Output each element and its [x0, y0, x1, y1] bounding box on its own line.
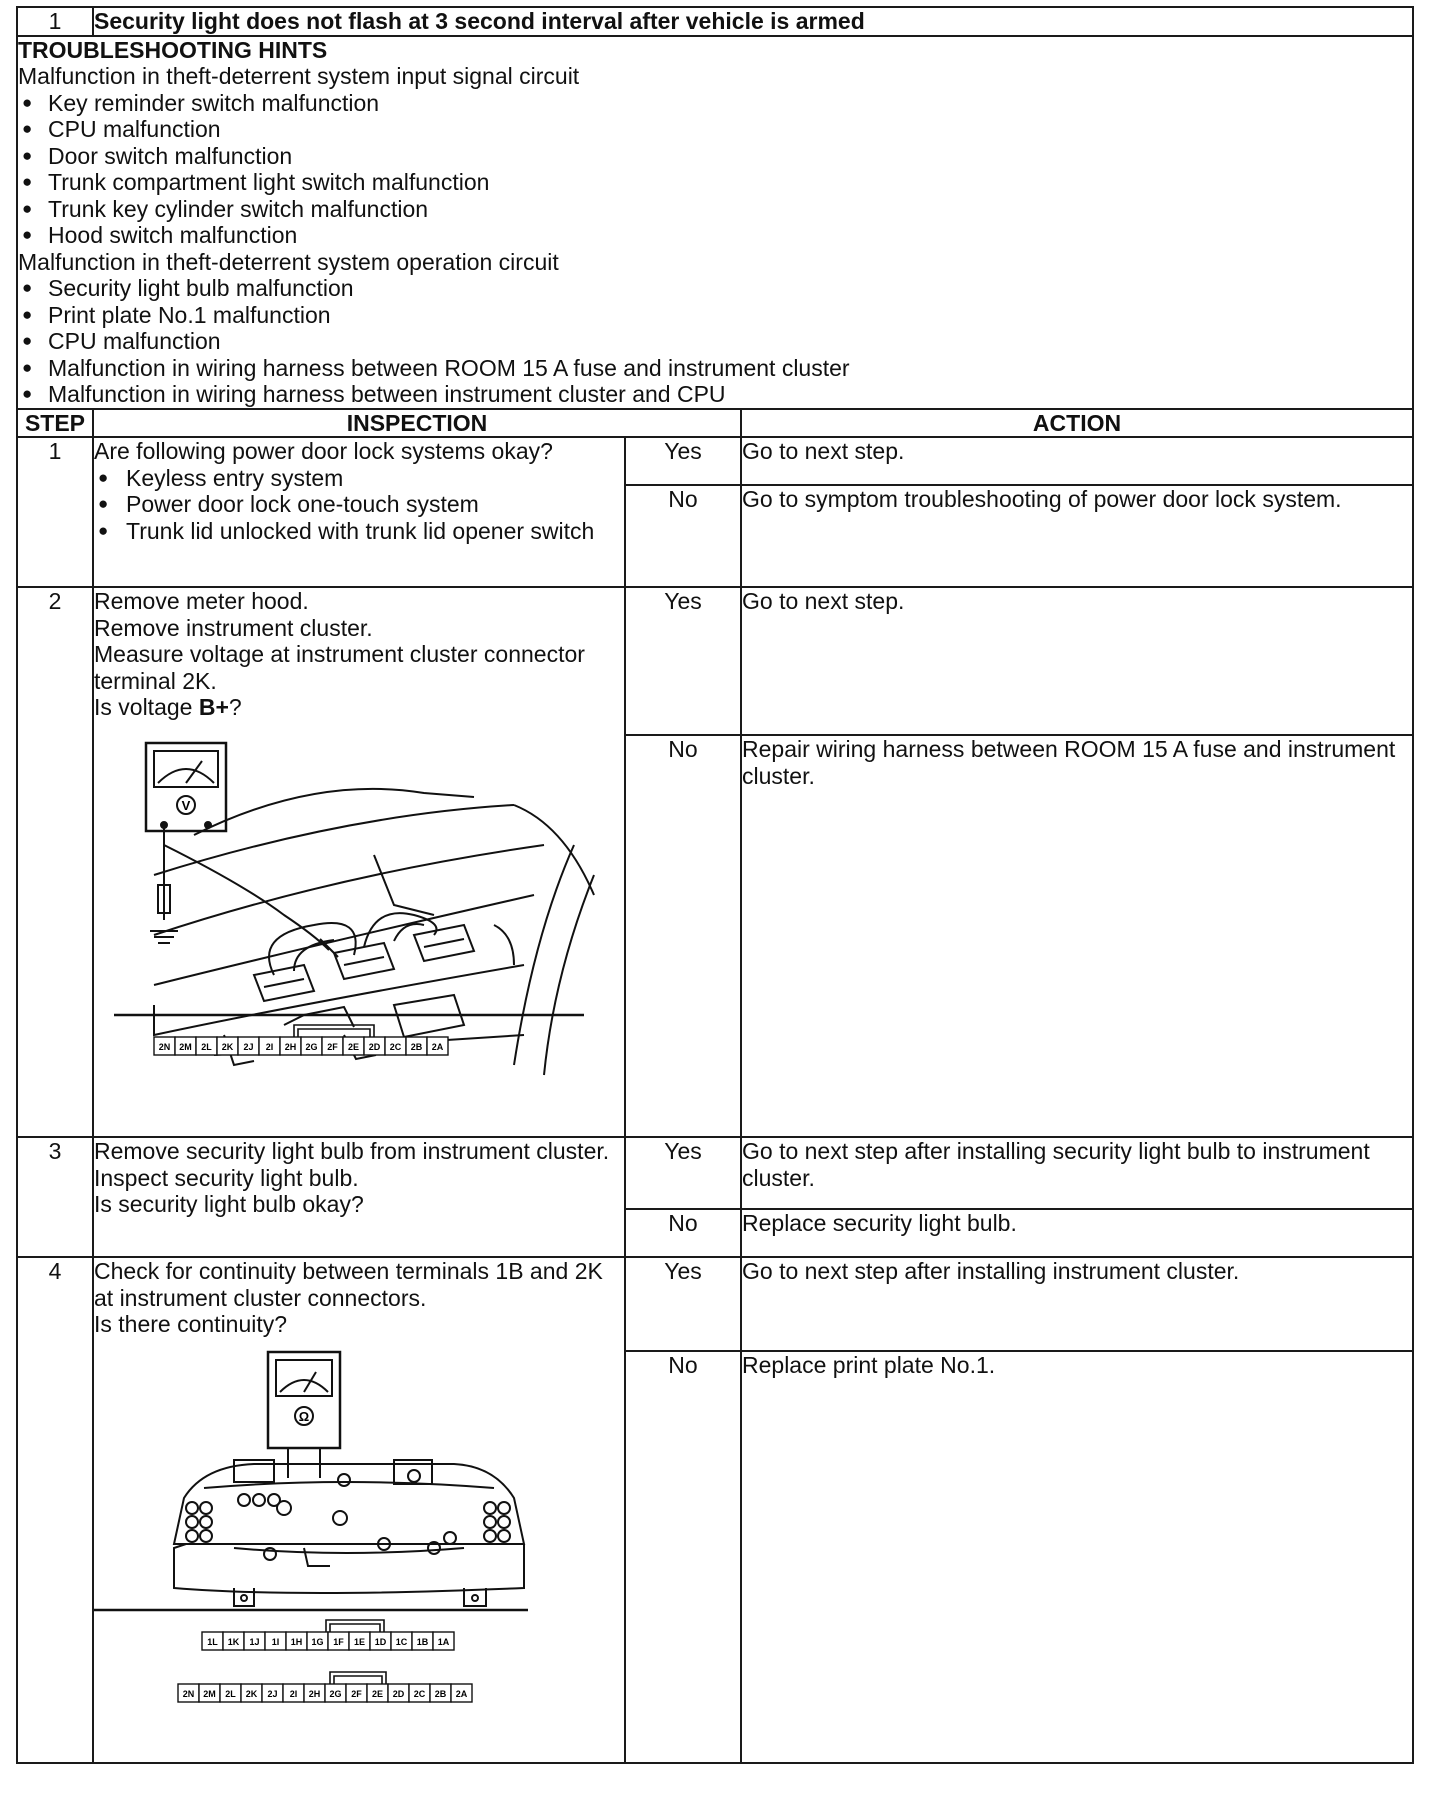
yes-label: Yes — [625, 1137, 741, 1209]
connector-terminal-2l — [220, 1684, 241, 1702]
connector-terminal-2l — [196, 1037, 217, 1055]
column-step: STEP — [17, 409, 93, 438]
connector-terminal-1c — [391, 1632, 412, 1650]
connector-terminal-2b — [406, 1037, 427, 1055]
connector-terminal-1k — [223, 1632, 244, 1650]
inspection-bullet: ● Trunk lid unlocked with trunk lid opener switch — [94, 518, 624, 545]
inspection-line: Is security light bulb okay? — [94, 1191, 364, 1217]
svg-text:2A: 2A — [455, 1688, 468, 1699]
step-number: 4 — [17, 1257, 93, 1763]
column-action: ACTION — [741, 409, 1413, 438]
yes-action: Go to next step. — [741, 587, 1413, 735]
svg-text:2N: 2N — [182, 1688, 195, 1699]
symptom-number: 1 — [17, 7, 93, 36]
no-action: Repair wiring harness between ROOM 15 A fuse and instrument cluster. — [741, 735, 1413, 1137]
svg-text:2M: 2M — [179, 1041, 192, 1052]
svg-text:2E: 2E — [347, 1041, 360, 1052]
svg-text:2I: 2I — [265, 1041, 274, 1052]
no-action: Go to symptom troubleshooting of power door lock system. — [741, 485, 1413, 587]
question-mark: ? — [228, 694, 242, 720]
svg-text:2B: 2B — [434, 1688, 447, 1699]
hint-item: ● Malfunction in wiring harness between instrument cluster and CPU — [18, 381, 1412, 408]
hint-item: ● CPU malfunction — [18, 328, 1412, 355]
svg-text:1F: 1F — [333, 1636, 344, 1647]
no-label: No — [625, 1351, 741, 1763]
svg-text:2C: 2C — [389, 1041, 402, 1052]
no-action: Replace print plate No.1. — [741, 1351, 1413, 1763]
svg-text:2K: 2K — [221, 1041, 234, 1052]
column-inspection: INSPECTION — [93, 409, 741, 438]
svg-text:2D: 2D — [392, 1688, 405, 1699]
hint-item: ● Key reminder switch malfunction — [18, 90, 1412, 117]
connector-terminal-1j — [244, 1632, 265, 1650]
connector-terminal-2k — [217, 1037, 238, 1055]
svg-text:1J: 1J — [249, 1636, 260, 1647]
connector-terminal-2f — [322, 1037, 343, 1055]
svg-text:1G: 1G — [311, 1636, 324, 1647]
svg-text:2C: 2C — [413, 1688, 426, 1699]
connector-terminal-2e — [343, 1037, 364, 1055]
connector-terminal-2a — [451, 1684, 472, 1702]
troubleshooting-table — [16, 6, 1414, 1764]
svg-text:1L: 1L — [207, 1636, 218, 1647]
troubleshooting-hints — [17, 36, 1413, 409]
connector-2-diagram-b — [178, 1672, 472, 1702]
inspection-line: Measure voltage at instrument cluster connector terminal 2K. — [94, 641, 585, 694]
hint-item: ● CPU malfunction — [18, 116, 1412, 143]
no-label: No — [625, 1209, 741, 1257]
ohmmeter-symbol: Ω — [298, 1408, 310, 1424]
question-text: Is voltage — [94, 694, 199, 720]
hint-item: ● Malfunction in wiring harness between ROOM 15 A fuse and instrument cluster — [18, 355, 1412, 382]
step-number: 1 — [17, 437, 93, 587]
yes-label: Yes — [625, 437, 741, 485]
svg-text:2H: 2H — [308, 1688, 321, 1699]
inspection-line: Check for continuity between terminals 1B and 2K at instrument cluster connectors. — [94, 1258, 603, 1311]
svg-text:2K: 2K — [245, 1688, 258, 1699]
svg-text:1C: 1C — [395, 1636, 408, 1647]
svg-text:2H: 2H — [284, 1041, 297, 1052]
connector-terminal-2c — [385, 1037, 406, 1055]
connector-terminal-2b — [430, 1684, 451, 1702]
svg-text:1E: 1E — [353, 1636, 366, 1647]
hint-item: ● Trunk key cylinder switch malfunction — [18, 196, 1412, 223]
connector-terminal-2g — [301, 1037, 322, 1055]
svg-text:2I: 2I — [289, 1688, 298, 1699]
connector-terminal-2d — [388, 1684, 409, 1702]
step-inspection — [93, 587, 625, 1137]
connector-terminal-2e — [367, 1684, 388, 1702]
connector-terminal-1l — [202, 1632, 223, 1650]
svg-text:2G: 2G — [329, 1688, 342, 1699]
step-2-yes-row — [17, 587, 1413, 735]
connector-terminal-2f — [346, 1684, 367, 1702]
step-inspection — [93, 1257, 625, 1763]
connector-terminal-2g — [325, 1684, 346, 1702]
svg-text:2N: 2N — [158, 1041, 171, 1052]
no-label: No — [625, 735, 741, 1137]
yes-action: Go to next step after installing instrument cluster. — [741, 1257, 1413, 1351]
step-4-yes-row — [17, 1257, 1413, 1351]
svg-text:2M: 2M — [203, 1688, 216, 1699]
connector-terminal-2j — [262, 1684, 283, 1702]
svg-text:1H: 1H — [290, 1636, 303, 1647]
connector-1-diagram — [202, 1620, 454, 1650]
svg-text:1B: 1B — [416, 1636, 429, 1647]
svg-text:2A: 2A — [431, 1041, 444, 1052]
connector-terminal-2c — [409, 1684, 430, 1702]
svg-text:2E: 2E — [371, 1688, 384, 1699]
connector-terminal-2j — [238, 1037, 259, 1055]
connector-terminal-2d — [364, 1037, 385, 1055]
step-number: 2 — [17, 587, 93, 1137]
hints-group2-title: Malfunction in theft-deterrent system operation circuit — [18, 248, 559, 275]
connector-terminal-1a — [433, 1632, 454, 1650]
connector-terminal-2i — [259, 1037, 280, 1055]
hints-group1-title: Malfunction in theft-deterrent system input signal circuit — [18, 63, 580, 89]
yes-label: Yes — [625, 587, 741, 735]
step-3-yes-row — [17, 1137, 1413, 1209]
inspection-line: Remove security light bulb from instrument cluster. — [94, 1138, 610, 1164]
connector-terminal-2h — [304, 1684, 325, 1702]
svg-text:2B: 2B — [410, 1041, 423, 1052]
troubleshooting-document — [16, 6, 1412, 1764]
connector-terminal-1d — [370, 1632, 391, 1650]
svg-text:1D: 1D — [374, 1636, 387, 1647]
question-bold: B+ — [198, 694, 229, 720]
inspection-line: Inspect security light bulb. — [94, 1164, 359, 1191]
no-label: No — [625, 485, 741, 587]
svg-text:2F: 2F — [327, 1041, 338, 1052]
inspection-line: Remove meter hood. — [94, 588, 309, 614]
svg-text:1A: 1A — [437, 1636, 450, 1647]
connector-terminal-2n — [154, 1037, 175, 1055]
svg-text:2L: 2L — [201, 1041, 212, 1052]
inspection-line: Is there continuity? — [94, 1311, 288, 1337]
svg-text:1I: 1I — [271, 1636, 280, 1647]
svg-text:2J: 2J — [243, 1041, 254, 1052]
connector-terminal-2h — [280, 1037, 301, 1055]
svg-text:2F: 2F — [351, 1688, 362, 1699]
connector-terminal-2i — [283, 1684, 304, 1702]
voltage-measurement-illustration — [94, 735, 606, 1103]
hint-item: ● Hood switch malfunction — [18, 222, 1412, 249]
svg-text:2J: 2J — [267, 1688, 278, 1699]
hint-item: ● Door switch malfunction — [18, 143, 1412, 170]
connector-terminal-1i — [265, 1632, 286, 1650]
connector-terminal-1g — [307, 1632, 328, 1650]
inspection-question — [94, 694, 624, 721]
connector-terminal-2k — [241, 1684, 262, 1702]
svg-text:2L: 2L — [225, 1688, 236, 1699]
hint-item: ● Security light bulb malfunction — [18, 275, 1412, 302]
connector-terminal-1e — [349, 1632, 370, 1650]
step-number: 3 — [17, 1137, 93, 1257]
continuity-check-illustration — [94, 1348, 606, 1718]
svg-text:1K: 1K — [227, 1636, 240, 1647]
svg-text:2G: 2G — [305, 1041, 318, 1052]
connector-terminal-2a — [427, 1037, 448, 1055]
inspection-bullet: ● Keyless entry system — [94, 465, 624, 492]
connector-terminal-2m — [199, 1684, 220, 1702]
svg-text:2D: 2D — [368, 1041, 381, 1052]
yes-action: Go to next step after installing security light bulb to instrument cluster. — [741, 1137, 1413, 1209]
step-inspection — [93, 1137, 625, 1257]
column-header-row — [17, 409, 1413, 438]
connector-terminal-1f — [328, 1632, 349, 1650]
voltmeter-symbol: V — [181, 797, 191, 813]
step-inspection — [93, 437, 625, 587]
yes-action: Go to next step. — [741, 437, 1413, 485]
connector-terminal-1b — [412, 1632, 433, 1650]
yes-label: Yes — [625, 1257, 741, 1351]
connector-2-diagram — [154, 1025, 448, 1055]
inspection-line: Are following power door lock systems okay? — [94, 438, 553, 464]
connector-terminal-2n — [178, 1684, 199, 1702]
connector-terminal-2m — [175, 1037, 196, 1055]
inspection-line: Remove instrument cluster. — [94, 614, 373, 641]
hint-item: ● Print plate No.1 malfunction — [18, 302, 1412, 329]
step-1-yes-row — [17, 437, 1413, 485]
symptom-title: Security light does not flash at 3 second interval after vehicle is armed — [93, 7, 1413, 36]
hints-title: TROUBLESHOOTING HINTS — [18, 36, 328, 63]
connector-terminal-1h — [286, 1632, 307, 1650]
hints-row — [17, 36, 1413, 409]
no-action: Replace security light bulb. — [741, 1209, 1413, 1257]
hint-item: ● Trunk compartment light switch malfunction — [18, 169, 1412, 196]
inspection-bullet: ● Power door lock one-touch system — [94, 491, 624, 518]
header-row — [17, 7, 1413, 36]
